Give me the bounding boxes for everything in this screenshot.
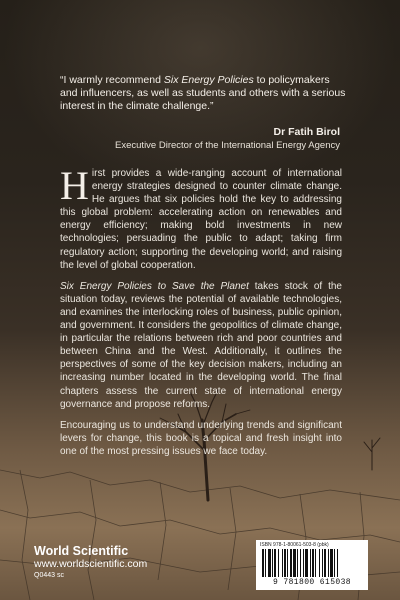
barcode-bar [334, 549, 335, 577]
barcode-bar [282, 549, 283, 577]
barcode-bar [290, 549, 292, 577]
barcode-bar [274, 549, 276, 577]
paragraph-1-text: irst provides a wide-ranging account of international energy strategies designed to counter climate change. He argues that six policies hold the key to addressing this global problem: accelerating action on renewables and energy efficiency; making bold investments in new technologies; persuading the public to adapt; taking firm regulatory action; supporting the developing world; and raising the level of global cooperation. [60, 168, 342, 271]
book-title-italic: Six Energy Policies to Save the Planet [60, 280, 249, 292]
description-paragraph-1 [60, 163, 342, 272]
quote-lead: “I warmly recommend [60, 74, 164, 86]
paragraph-3-text: Encouraging us to understand underlying trends and significant levers for change, this book is a topical and fresh insight into one of the most pressing issues we face today. [60, 419, 342, 457]
barcode-bar [315, 549, 316, 577]
barcode-bar [300, 549, 301, 577]
barcode-bar [319, 549, 320, 577]
barcode-bar [265, 549, 266, 577]
isbn-barcode [256, 540, 368, 590]
barcode-bar [287, 549, 288, 577]
barcode-bar [278, 549, 279, 577]
barcode-bar [324, 549, 326, 577]
product-code: Q0443 sc [34, 572, 64, 579]
isbn-digits: 9 781800 615038 [272, 578, 351, 587]
drop-cap: H [60, 163, 89, 208]
quote-author-role: Executive Director of the International Energy Agency [115, 140, 340, 151]
barcode-bar [322, 549, 323, 577]
barcode-bar [284, 549, 286, 577]
endorsement-quote [60, 74, 350, 113]
publisher-block [34, 544, 147, 581]
barcode-bar [337, 549, 338, 577]
barcode-bars [262, 549, 362, 577]
publisher-name: World Scientific [34, 544, 129, 558]
description-paragraph-2 [60, 280, 342, 411]
barcode-bar [297, 549, 298, 577]
barcode-bar [262, 549, 264, 577]
barcode-bar [268, 549, 271, 577]
paragraph-2-text: takes stock of the situation today, reviews the potential of available technologies, and examines the interlocking roles of business, public opinion, and government. It considers the geopolitics of climate change, in particular the relations between rich and poor countries and between China and the West. Additionally, it outlines the perspectives of some of the key decision makers, including an increasing number located in the developing world. The final chapters assess the current state of international energy governance and propose reforms. [60, 280, 342, 410]
barcode-bar [328, 549, 329, 577]
publisher-url: www.worldscientific.com [34, 558, 148, 570]
barcode-bar [330, 549, 333, 577]
isbn-label: ISBN 978-1-80061-503-8 (pbk) [260, 542, 329, 548]
barcode-bar [293, 549, 296, 577]
barcode-bar [310, 549, 311, 577]
barcode-bar [305, 549, 308, 577]
barcode-bar [303, 549, 304, 577]
barcode-bar [312, 549, 314, 577]
barcode-bar [272, 549, 273, 577]
description-paragraph-3 [60, 419, 342, 458]
quote-book-title: Six Energy Policies [163, 74, 254, 86]
book-description [60, 163, 342, 466]
quote-author: Dr Fatih Birol [273, 126, 340, 138]
quote-rest: to policymakers and influencers, as well as students and others with a serious interest in the climate challenge.” [60, 74, 346, 112]
